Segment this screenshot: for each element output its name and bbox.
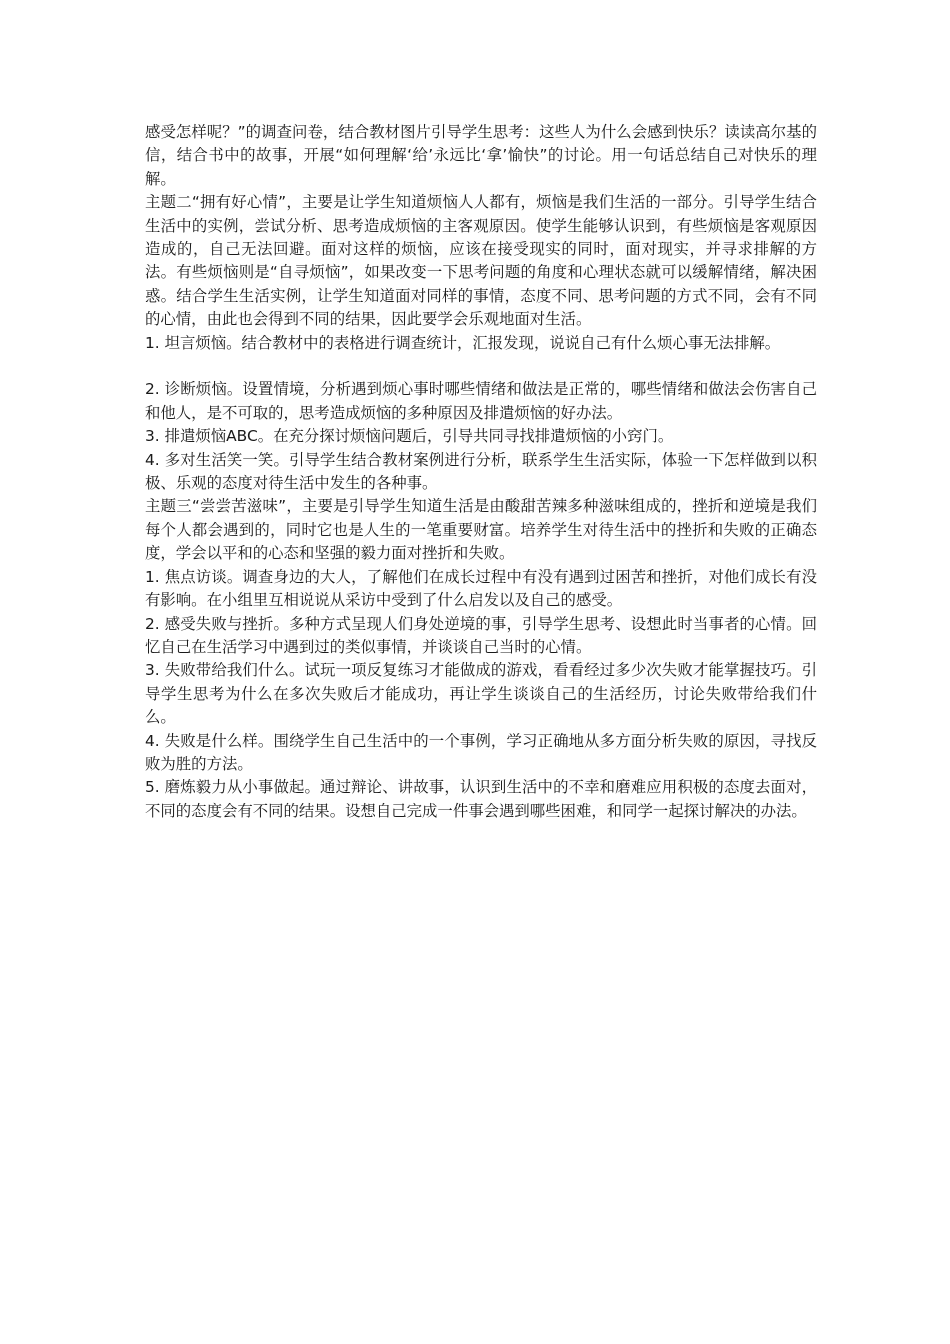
paragraph-theme-two-item-3: 3. 排遣烦恼ABC。在充分探讨烦恼问题后，引导共同寻找排遣烦恼的小窍门。 (145, 427, 674, 446)
paragraph-theme-two-intro: 主题二“拥有好心情”，主要是让学生知道烦恼人人都有，烦恼是我们生活的一部分。引导学生结合生活中的实例，尝试分析、思考造成烦恼的主客观原因。使学生能够认识到，有些烦恼是客观原因造成的，自己无法回避。面对这样的烦恼，应该在接受现实的同时，面对现实，并寻求排解的方法。有些烦恼则是“自寻烦恼”，如果改变一下思考问题的角度和心理状态就可以缓解情绪，解决困惑。结合学生生活实例，让学生知道面对同样的事情，态度不同、思考问题的方式不同，会有不同的心情，由此也会得到不同的结果，因此要学会乐观地面对生活。 (145, 193, 817, 329)
paragraph-theme-three-item-1: 1. 焦点访谈。调查身边的大人，了解他们在成长过程中有没有遇到过困苦和挫折，对他们成长有没有影响。在小组里互相说说从采访中受到了什么启发以及自己的感受。 (145, 567, 817, 610)
paragraph-happiness-survey: 感受怎样呢？”的调查问卷，结合教材图片引导学生思考：这些人为什么会感到快乐？读读高尔基的信，结合书中的故事，开展“如何理解‘给’永远比‘拿’愉快”的讨论。用一句话总结自己对快乐的理解。 (145, 123, 817, 188)
paragraph-theme-two-item-4: 4. 多对生活笑一笑。引导学生结合教材案例进行分析，联系学生生活实际，体验一下怎样做到以积极、乐观的态度对待生活中发生的各种事。 (145, 450, 817, 493)
paragraph-theme-three-item-5: 5. 磨炼毅力从小事做起。通过辩论、讲故事，认识到生活中的不幸和磨难应用积极的态度去面对，不同的态度会有不同的结果。设想自己完成一件事会遇到哪些困难，和同学一起探讨解决的办法。 (145, 778, 817, 820)
paragraph-theme-two-item-2: 2. 诊断烦恼。设置情境，分析遇到烦心事时哪些情绪和做法是正常的，哪些情绪和做法会伤害自己和他人，是不可取的，思考造成烦恼的多种原因及排遣烦恼的好办法。 (145, 380, 817, 422)
paragraph-theme-three-item-2: 2. 感受失败与挫折。多种方式呈现人们身处逆境的事，引导学生思考、设想此时当事者的心情。回忆自己在生活学习中遇到过的类似事情，并谈谈自己当时的心情。 (145, 614, 817, 656)
paragraph-theme-three-intro: 主题三“尝尝苦滋味”，主要是引导学生知道生活是由酸甜苦辣多种滋味组成的，挫折和逆境是我们每个人都会遇到的，同时它也是人生的一笔重要财富。培养学生对待生活中的挫折和失败的正确态度，学会以平和的心态和坚强的毅力面对挫折和失败。 (145, 497, 817, 563)
paragraph-theme-two-item-1: 1. 坦言烦恼。结合教材中的表格进行调查统计，汇报发现，说说自己有什么烦心事无法排解。 (145, 333, 781, 352)
blank-line (145, 355, 817, 378)
document-body (145, 121, 817, 823)
paragraph-theme-three-item-3: 3. 失败带给我们什么。试玩一项反复练习才能做成的游戏，看看经过多少次失败才能掌握技巧。引导学生思考为什么在多次失败后才能成功，再让学生谈谈自己的生活经历，讨论失败带给我们什么。 (145, 661, 817, 727)
paragraph-theme-three-item-4: 4. 失败是什么样。围绕学生自己生活中的一个事例，学习正确地从多方面分析失败的原因，寻找反败为胜的方法。 (145, 731, 817, 773)
